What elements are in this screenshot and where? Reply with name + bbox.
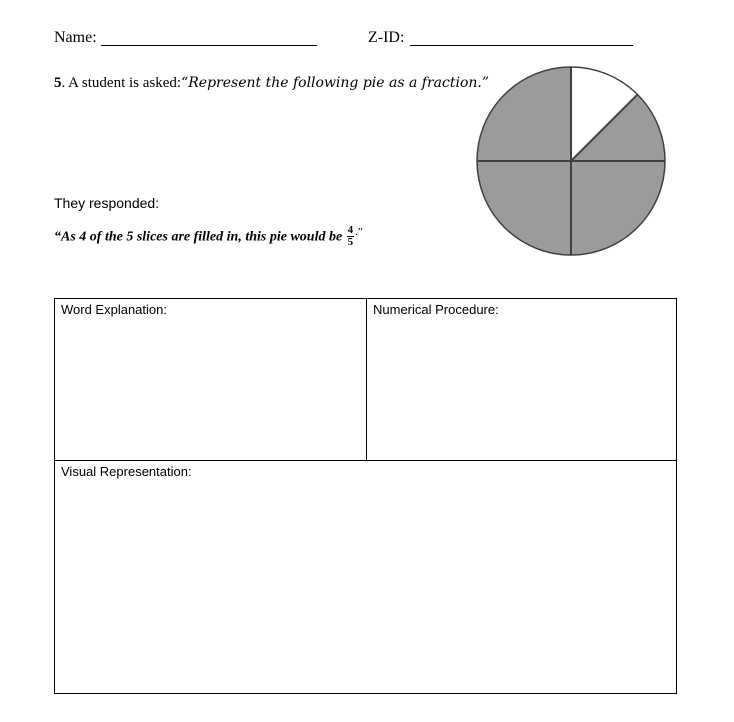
answer-table — [54, 298, 677, 694]
response-open-quote: “ — [54, 229, 61, 245]
zid-label: Z-ID: — [368, 29, 405, 46]
zid-blank-line[interactable] — [410, 45, 633, 46]
name-label: Name: — [54, 29, 97, 46]
student-response — [54, 226, 363, 249]
question-text — [54, 75, 489, 92]
numerical-procedure-cell[interactable] — [367, 299, 676, 461]
response-close-quote: ” — [357, 225, 363, 238]
response-fraction — [347, 225, 355, 248]
responded-label: They responded: — [54, 195, 160, 211]
word-explanation-cell[interactable] — [55, 299, 367, 461]
visual-representation-label: Visual Representation: — [61, 464, 192, 479]
response-text: As 4 of the 5 slices are filled in, this pie would be — [61, 229, 346, 245]
question-number: 5 — [54, 75, 62, 91]
word-explanation-label: Word Explanation: — [61, 302, 167, 317]
pie-figure — [474, 64, 668, 258]
fraction-denominator: 5 — [347, 236, 354, 248]
name-blank-line[interactable] — [101, 45, 317, 46]
response-period: . — [355, 225, 358, 238]
numerical-procedure-label: Numerical Procedure: — [373, 302, 499, 317]
visual-representation-cell[interactable] — [55, 461, 676, 693]
question-quote: “Represent the following pie as a fraction.” — [181, 75, 490, 91]
fraction-numerator: 4 — [347, 224, 354, 236]
question-prompt: . A student is asked: — [61, 75, 182, 91]
